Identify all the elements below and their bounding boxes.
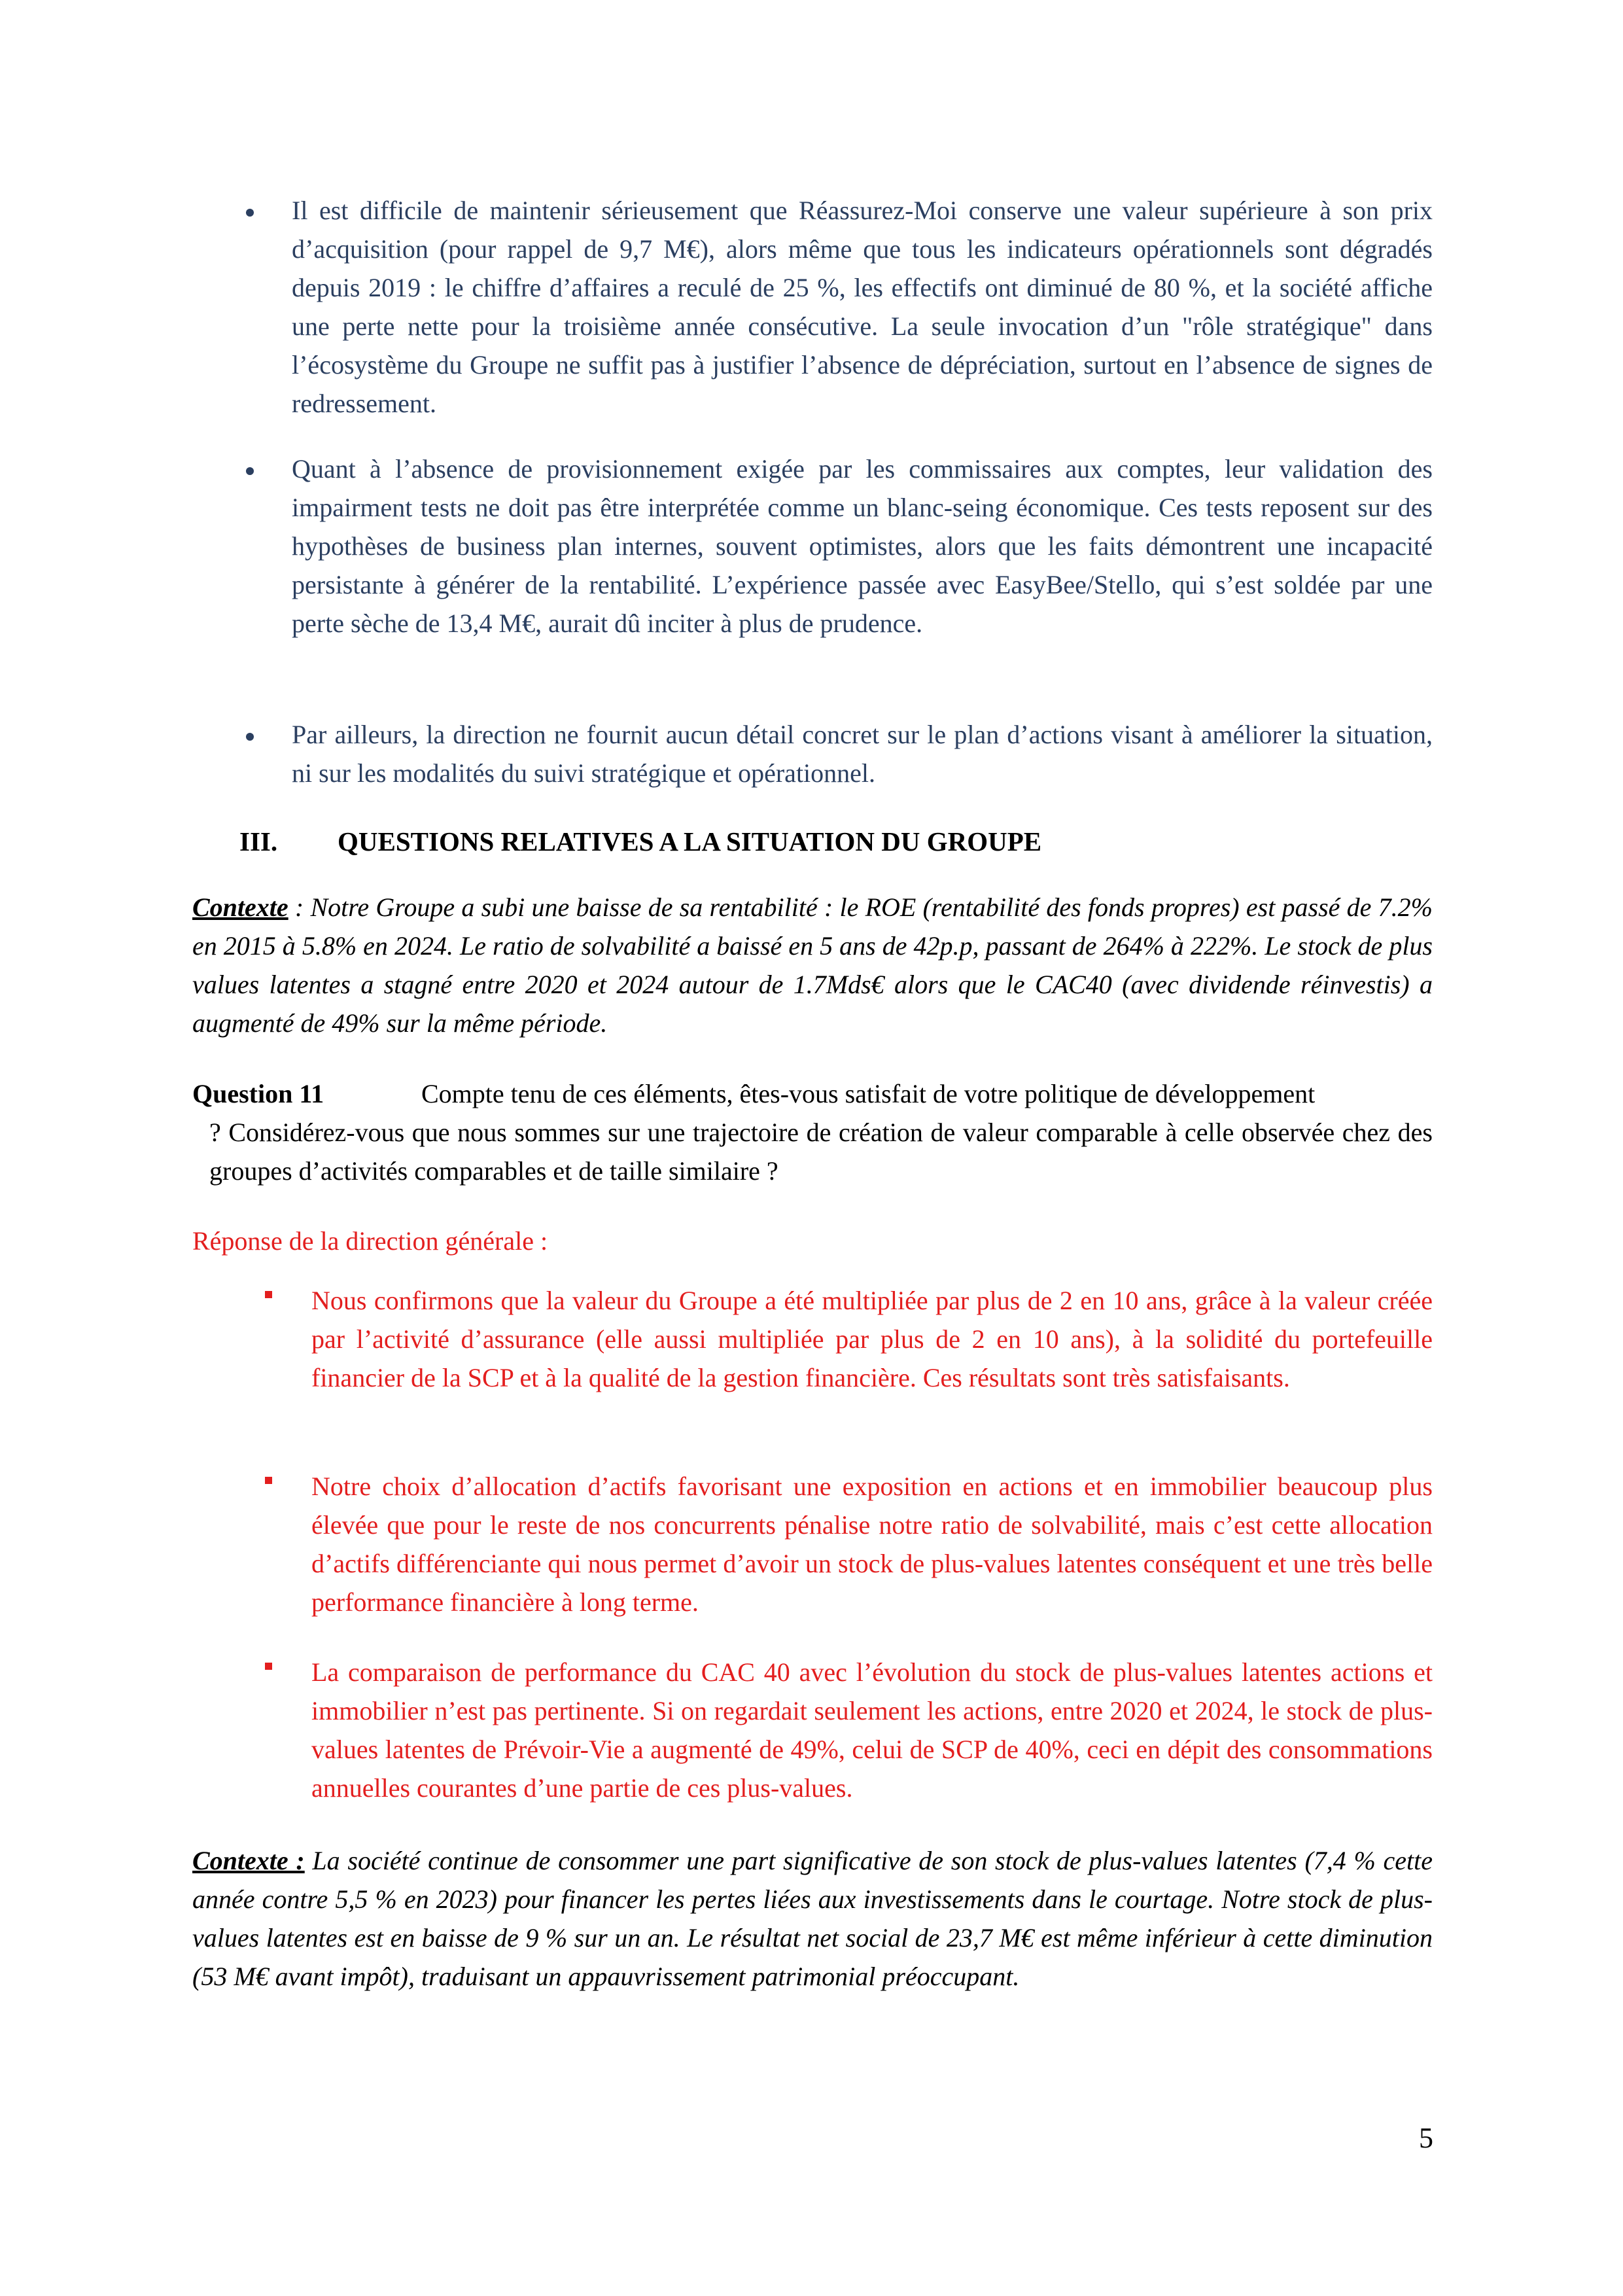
response-item: La comparaison de performance du CAC 40 avec l’évolution du stock de plus-values latentes actions et immobilier n’est pas pertinente. Si on regardait seulement les actions, entre 2020 et 2024, le stock de plus-values latentes de Prévoir-Vie a augmenté de 49%, celui de SCP de 40%, ceci en dépit des consommations annuelles courantes d’une partie de ces plus-values.	[311, 1657, 1433, 1803]
page-number: 5	[1419, 2122, 1433, 2154]
response-item: Nous confirmons que la valeur du Groupe a été multipliée par plus de 2 en 10 ans, grâce à la valeur créée par l’activité d’assurance (elle aussi multipliée par plus de 2 en 10 ans), à la solidité du portefeuille financier de la SCP et à la qualité de la gestion financière. Ces résultats sont très satisfaisants.	[311, 1286, 1433, 1392]
context-paragraph	[192, 1841, 1433, 1996]
bullet-dot-icon	[246, 733, 254, 741]
question-first-line: Compte tenu de ces éléments, êtes-vous satisfait de votre politique de développement	[421, 1079, 1316, 1108]
context-text: La société continue de consommer une part significative de son stock de plus-values latentes (7,4 % cette année contre 5,5 % en 2023) pour financer les pertes liées aux investissements dans le courtage. Notre stock de plus-values latentes est en baisse de 9 % sur un an. Le résultat net social de 23,7 M€ est même inférieur à cette diminution (53 M€ avant impôt), traduisant un appauvrissement patrimonial préoccupant.	[192, 1846, 1433, 1991]
question-label: Question 11	[192, 1079, 324, 1108]
context-paragraph	[192, 888, 1433, 1042]
square-bullet-icon	[265, 1291, 272, 1298]
bullet-dot-icon	[246, 209, 254, 217]
question-text: ? Considérez-vous que nous sommes sur une trajectoire de création de valeur comparable à celle observée chez des groupes d’activités comparables et de taille similaire ?	[209, 1118, 1433, 1186]
square-bullet-icon	[265, 1477, 272, 1484]
response-label: Réponse de la direction générale :	[192, 1226, 548, 1256]
context-text: : Notre Groupe a subi une baisse de sa rentabilité : le ROE (rentabilité des fonds propres) est passé de 7.2% en 2015 à 5.8% en 2024. Le ratio de solvabilité a baissé en 5 ans de 42p.p, passant de 264% à 222%. Le stock de plus values latentes a stagné entre 2020 et 2024 autour de 1.7Mds€ alors que le CAC40 (avec dividende réinvestis) a augmenté de 49% sur la même période.	[192, 892, 1433, 1038]
response-item: Notre choix d’allocation d’actifs favorisant une exposition en actions et en immobilier beaucoup plus élevée que pour le reste de nos concurrents pénalise notre ratio de solvabilité, mais c’est cette allocation d’actifs différenciante qui nous permet d’avoir un stock de plus-values latentes conséquent et une très belle performance financière à long terme.	[311, 1472, 1433, 1617]
context-label: Contexte :	[192, 1846, 305, 1875]
bullet-paragraph: Quant à l’absence de provisionnement exigée par les commissaires aux comptes, leur validation des impairment tests ne doit pas être interprétée comme un blanc-seing économique. Ces tests reposent sur des hypothèses de business plan internes, souvent optimistes, alors que les faits démontrent une incapacité persistante à générer de la rentabilité. L’expérience passée avec EasyBee/Stello, qui s’est soldée par une perte sèche de 13,4 M€, aurait dû inciter à plus de prudence.	[292, 454, 1433, 638]
bullet-dot-icon	[246, 467, 254, 475]
bullet-paragraph: Par ailleurs, la direction ne fournit aucun détail concret sur le plan d’actions visant à améliorer la situation, ni sur les modalités du suivi stratégique et opérationnel.	[292, 720, 1433, 788]
bullet-paragraph: Il est difficile de maintenir sérieusement que Réassurez-Moi conserve une valeur supérieure à son prix d’acquisition (pour rappel de 9,7 M€), alors même que tous les indicateurs opérationnels sont dégradés depuis 2019 : le chiffre d’affaires a reculé de 25 %, les effectifs ont diminué de 80 %, et la société affiche une perte nette pour la troisième année consécutive. La seule invocation d’un "rôle stratégique" dans l’écosystème du Groupe ne suffit pas à justifier l’absence de dépréciation, surtout en l’absence de signes de redressement.	[292, 196, 1433, 418]
section-number: III.	[239, 826, 278, 857]
context-label: Contexte	[192, 892, 288, 922]
section-title: QUESTIONS RELATIVES A LA SITUATION DU GROUPE	[338, 826, 1042, 857]
square-bullet-icon	[265, 1663, 272, 1670]
